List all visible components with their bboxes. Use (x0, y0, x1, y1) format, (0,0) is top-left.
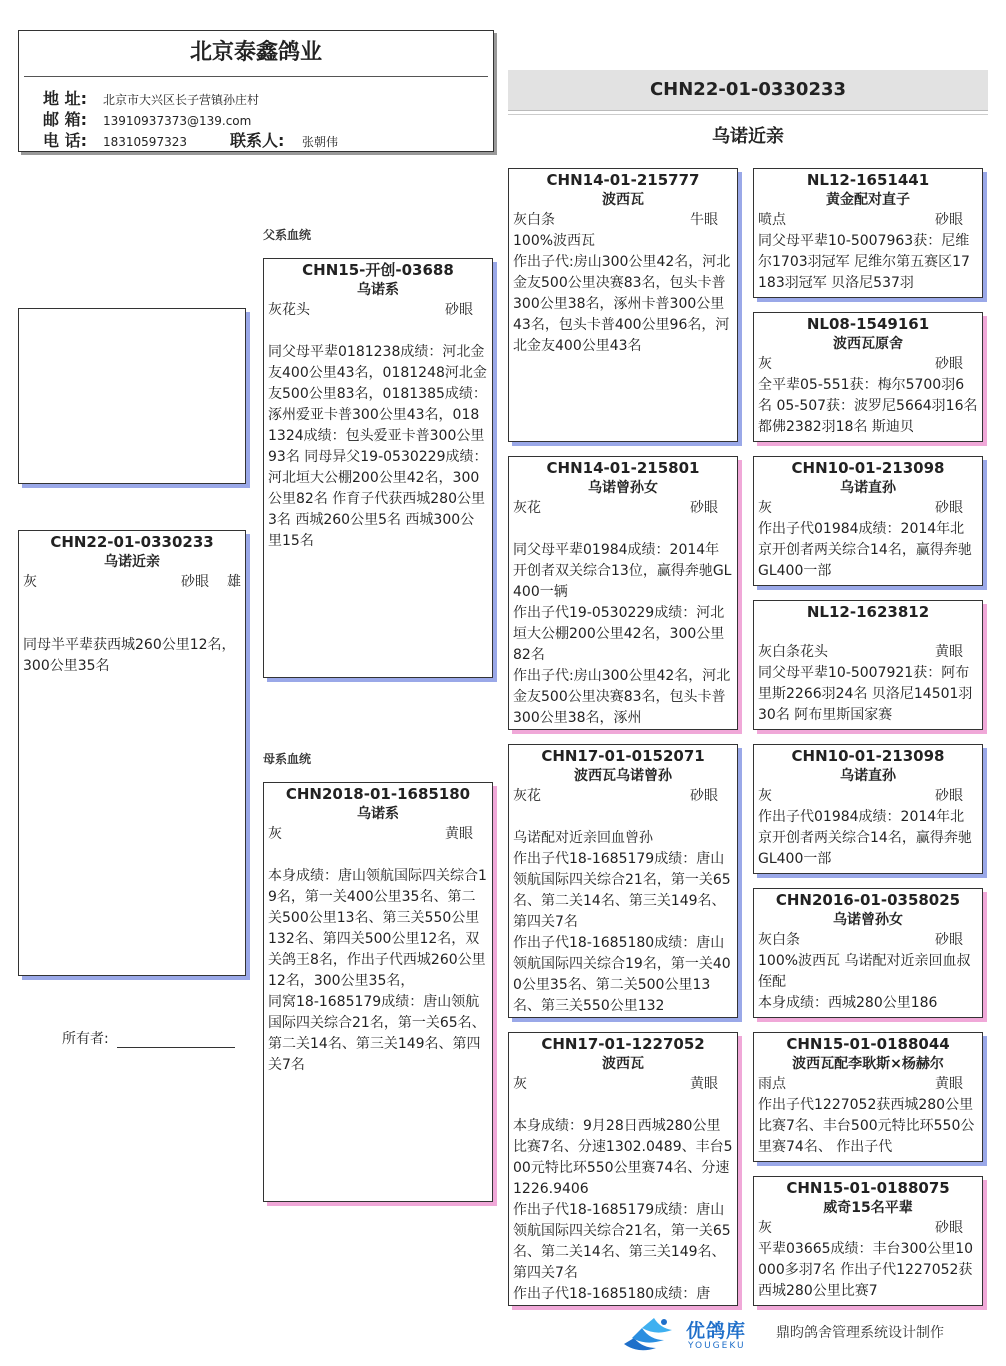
sire-sire-card (508, 168, 738, 442)
sdd-card (753, 600, 983, 730)
dsd-color: 灰白条 (758, 932, 800, 948)
ddd-eye: 砂眼 (935, 1220, 963, 1236)
sire-ring: CHN15-开创-03688 (302, 261, 454, 279)
address-value: 北京市大兴区长子营镇孙庄村 (103, 93, 260, 107)
dam-ring: CHN2018-01-1685180 (285, 785, 471, 803)
sss-color: 喷点 (758, 212, 786, 228)
subject-name: 乌诺近亲 (104, 554, 160, 570)
ddd-ring: CHN15-01-0188075 (786, 1179, 950, 1197)
brand-sub: YOUGEKU (688, 1341, 746, 1351)
dss-notes: 作出子代01984成绩：2014年北京开创者两关综合14名，赢得奔驰GL400一部 (758, 809, 972, 867)
dds-card (753, 1032, 983, 1162)
dam-eye: 黄眼 (445, 826, 473, 842)
footer (620, 1312, 990, 1358)
dss-ring: CHN10-01-213098 (791, 747, 945, 765)
ssd-notes: 全平辈05-551获：梅尔5700羽6名 05-507获：波罗尼5664羽16名 都佛2382羽18名 斯迪贝 (758, 377, 982, 435)
sdd-ring: NL12-1623812 (806, 603, 930, 621)
ddd-notes: 平辈03665成绩：丰台300公里10000多羽7名 作出子代1227052获西城280公里比赛7 (758, 1241, 974, 1299)
sire-name: 乌诺系 (357, 282, 399, 298)
dds-color: 雨点 (758, 1076, 786, 1092)
sss-card (753, 168, 983, 298)
dam-notes: 本身成绩：唐山领航国际四关综合19名，第一关400公里35名、第二关500公里13名、第三关550公里132名、第四关500公里12名，双关鸽王8名，作出子代西城260公里12名，300公里35名， 同窝18-1685179成绩：唐山领航国际四关综合21名，第一关65名、第二关14名、第三关149名、第四关7名 (268, 868, 487, 1073)
subject-color: 灰 (23, 574, 37, 590)
dsd-notes: 100%波西瓦 乌诺配对近亲回血叔侄配 本身成绩：西城280公里186 (758, 953, 971, 1011)
sds-name: 乌诺直孙 (840, 480, 896, 496)
sss-ring: NL12-1651441 (806, 171, 930, 189)
dsd-eye: 砂眼 (935, 932, 963, 948)
company-name: 北京泰鑫鸽业 (189, 40, 322, 65)
sss-notes: 同父母平辈10-5007963获：尼维尔1703羽冠军 尼维尔第五赛区17183羽冠军 贝洛尼537羽 (758, 233, 970, 291)
ddd-card (753, 1176, 983, 1306)
sdd-notes: 同父母平辈10-5007921获：阿布里斯2266羽24名 贝洛尼14501羽30名 阿布里斯国家赛 (758, 665, 973, 723)
dss-name: 乌诺直孙 (840, 768, 896, 784)
ss-notes: 100%波西瓦 作出子代:房山300公里42名，河北金友500公里决赛83名，包头卡普300公里38名，涿州卡普300公里43名，包头卡普400公里96名，河北金友400公里43名 (513, 233, 731, 354)
dds-notes: 作出子代1227052获西城280公里比赛7名、丰台500元特比环550公里赛74名、 作出子代 (758, 1097, 975, 1155)
subject-eye: 砂眼 (181, 574, 209, 590)
ss-eye: 牛眼 (690, 212, 718, 228)
sds-eye: 砂眼 (935, 500, 963, 516)
sire-notes: 同父母平辈0181238成绩：河北金友400公里43名，0181248河北金友500公里83名，0181385成绩：涿州爱亚卡普300公里43名，0181324成绩：包头爱亚卡普300公里93名 同母异父19-0530229成绩：河北垣大公棚200公里42名，300公里82名 作育子代获西城280公里3名 西城260公里5名 西城300公里15名 (268, 344, 488, 549)
dss-color: 灰 (758, 788, 772, 804)
sd-eye: 砂眼 (690, 500, 718, 516)
email-value: 13910937373@139.com (103, 114, 252, 128)
title-ring: CHN22-01-0330233 (649, 79, 847, 100)
sdd-eye: 黄眼 (935, 644, 963, 660)
sdd-color: 灰白条花头 (758, 644, 828, 660)
dsd-ring: CHN2016-01-0358025 (775, 891, 961, 909)
sd-name: 乌诺曾孙女 (588, 480, 658, 496)
owner-blank[interactable] (117, 1032, 235, 1048)
phone-value: 18310597323 (103, 135, 187, 149)
owner-label: 所有者: (62, 1031, 109, 1047)
dds-ring: CHN15-01-0188044 (786, 1035, 950, 1053)
sd-notes: 同父母平辈01984成绩：2014年开创者双关综合13位，赢得奔驰GL400一辆 作出子代19-0530229成绩：河北垣大公棚200公里42名，300公里82名 作出子代:房山300公里42名，河北金友500公里决赛83名，包头卡普300公里38名，涿州 (513, 542, 732, 726)
brand-logo-icon (620, 1314, 678, 1356)
sds-color: 灰 (758, 500, 772, 516)
ddd-name: 威奇15名平辈 (823, 1200, 913, 1216)
header-box (18, 30, 494, 152)
subject-card (18, 530, 246, 976)
dsd-card (753, 888, 983, 1018)
title-name: 乌诺近亲 (712, 126, 784, 147)
sire-color: 灰花头 (268, 302, 310, 318)
ds-color: 灰花 (513, 788, 541, 804)
email-label: 邮 箱: (43, 110, 87, 129)
ss-name: 波西瓦 (602, 192, 644, 208)
photo-placeholder (18, 308, 246, 484)
sdd-name (754, 622, 982, 642)
dss-card (753, 744, 983, 874)
address-label: 地 址: (43, 89, 87, 108)
ddd-color: 灰 (758, 1220, 772, 1236)
ssd-ring: NL08-1549161 (806, 315, 930, 333)
dam-sire-card (508, 744, 738, 1018)
ss-color: 灰白条 (513, 212, 555, 228)
dam-color: 灰 (268, 826, 282, 842)
subject-sex: 雄 (227, 574, 241, 590)
ssd-eye: 砂眼 (935, 356, 963, 372)
ds-notes: 乌诺配对近亲回血曾孙 作出子代18-1685179成绩：唐山领航国际四关综合21名，第一关65名、第二关14名、第三关149名、第四关7名 作出子代18-1685180成绩：唐山领航国际四关综合19名，第一关400公里35名、第二关500公里13名、第三关550公里132 (513, 830, 731, 1014)
header-divider (24, 76, 488, 77)
sire-line-label: 父系血统 (263, 228, 312, 242)
ss-ring: CHN14-01-215777 (546, 171, 700, 189)
dd-notes: 本身成绩：9月28日西城280公里比赛7名、分速1302.0489、丰台500元特比环550公里赛74名、分速1226.9406 作出子代18-1685179成绩：唐山领航国际四关综合21名，第一关65名、第二关14名、第三关149名、第四关7名 作出子代18-1685180成绩：唐 (513, 1118, 733, 1302)
phone-label: 电 话: (43, 131, 87, 150)
sds-card (753, 456, 983, 586)
ssd-color: 灰 (758, 356, 772, 372)
contact-value: 张朝伟 (302, 135, 339, 149)
dds-eye: 黄眼 (935, 1076, 963, 1092)
ssd-card (753, 312, 983, 442)
dam-dam-card (508, 1032, 738, 1306)
subject-ring: CHN22-01-0330233 (50, 533, 214, 551)
sds-notes: 作出子代01984成绩：2014年北京开创者两关综合14名，赢得奔驰GL400一部 (758, 521, 972, 579)
dam-name: 乌诺系 (357, 806, 399, 822)
sss-name: 黄金配对直子 (826, 192, 910, 208)
sd-color: 灰花 (513, 500, 541, 516)
footer-credit: 鼎昀鸽舍管理系统设计制作 (776, 1325, 944, 1341)
dd-name: 波西瓦 (602, 1056, 644, 1072)
dss-eye: 砂眼 (935, 788, 963, 804)
ssd-name: 波西瓦原舍 (833, 336, 903, 352)
ds-ring: CHN17-01-0152071 (541, 747, 705, 765)
contact-label: 联系人: (230, 131, 285, 150)
sire-dam-card (508, 456, 738, 730)
dds-name: 波西瓦配李耿斯×杨赫尔 (792, 1056, 944, 1072)
sire-eye: 砂眼 (445, 302, 473, 318)
ds-eye: 砂眼 (690, 788, 718, 804)
dam-card (263, 782, 493, 1202)
sds-ring: CHN10-01-213098 (791, 459, 945, 477)
subject-notes: 同母半平辈获西城260公里12名，300公里35名 (23, 637, 236, 674)
dd-eye: 黄眼 (690, 1076, 718, 1092)
ds-name: 波西瓦乌诺曾孙 (574, 768, 672, 784)
dsd-name: 乌诺曾孙女 (833, 912, 903, 928)
sd-ring: CHN14-01-215801 (546, 459, 700, 477)
sire-card (263, 258, 493, 678)
dam-line-label: 母系血统 (263, 752, 312, 766)
dd-ring: CHN17-01-1227052 (541, 1035, 705, 1053)
dd-color: 灰 (513, 1076, 527, 1092)
title-bar (508, 70, 988, 111)
title-underline (508, 114, 988, 115)
sss-eye: 砂眼 (935, 212, 963, 228)
owner-line (62, 1028, 235, 1048)
brand-name: 优鸽库 (686, 1320, 747, 1342)
